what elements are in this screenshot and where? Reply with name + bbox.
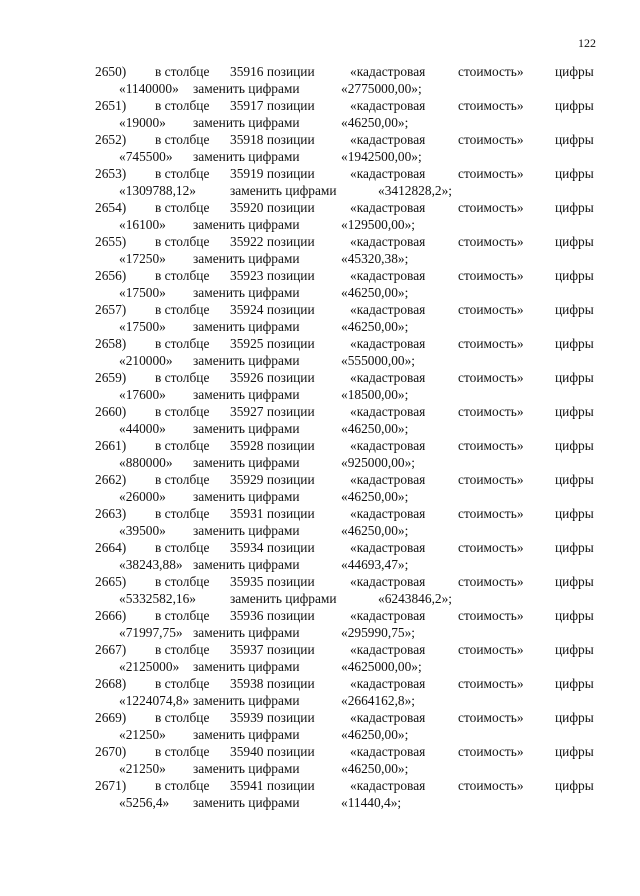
new-value: «6243846,2»; bbox=[378, 591, 453, 606]
old-value: «17250» bbox=[119, 251, 166, 266]
new-value: «11440,4»; bbox=[341, 795, 402, 810]
digits-word: цифры bbox=[555, 370, 594, 385]
field-name-part-1: «кадастровая bbox=[350, 540, 426, 555]
amendment-item bbox=[0, 131, 640, 165]
position-phrase: 35917 позиции bbox=[230, 98, 315, 113]
column-phrase: в столбце bbox=[155, 98, 210, 113]
field-name-part-2: стоимость» bbox=[458, 676, 524, 691]
replace-phrase: заменить цифрами bbox=[193, 387, 300, 402]
digits-word: цифры bbox=[555, 132, 594, 147]
old-value: «17500» bbox=[119, 285, 166, 300]
field-name-part-1: «кадастровая bbox=[350, 302, 426, 317]
position-phrase: 35937 позиции bbox=[230, 642, 315, 657]
replace-phrase: заменить цифрами bbox=[193, 727, 300, 742]
field-name-part-2: стоимость» bbox=[458, 336, 524, 351]
item-number: 2658) bbox=[95, 336, 127, 351]
column-phrase: в столбце bbox=[155, 778, 210, 793]
field-name-part-2: стоимость» bbox=[458, 778, 524, 793]
item-number: 2659) bbox=[95, 370, 127, 385]
position-phrase: 35927 позиции bbox=[230, 404, 315, 419]
column-phrase: в столбце bbox=[155, 370, 210, 385]
column-phrase: в столбце bbox=[155, 302, 210, 317]
old-value: «1140000» bbox=[119, 81, 179, 96]
column-phrase: в столбце bbox=[155, 608, 210, 623]
field-name-part-2: стоимость» bbox=[458, 540, 524, 555]
field-name-part-1: «кадастровая bbox=[350, 608, 426, 623]
amendment-item bbox=[0, 267, 640, 301]
item-number: 2657) bbox=[95, 302, 127, 317]
column-phrase: в столбце bbox=[155, 132, 210, 147]
column-phrase: в столбце bbox=[155, 336, 210, 351]
column-phrase: в столбце bbox=[155, 744, 210, 759]
new-value: «3412828,2»; bbox=[378, 183, 453, 198]
digits-word: цифры bbox=[555, 268, 594, 283]
column-phrase: в столбце bbox=[155, 676, 210, 691]
position-phrase: 35939 позиции bbox=[230, 710, 315, 725]
old-value: «39500» bbox=[119, 523, 166, 538]
replace-phrase: заменить цифрами bbox=[193, 251, 300, 266]
field-name-part-2: стоимость» bbox=[458, 506, 524, 521]
amendment-item bbox=[0, 199, 640, 233]
replace-phrase: заменить цифрами bbox=[193, 455, 300, 470]
old-value: «745500» bbox=[119, 149, 173, 164]
replace-phrase: заменить цифрами bbox=[193, 625, 300, 640]
field-name-part-1: «кадастровая bbox=[350, 64, 426, 79]
field-name-part-2: стоимость» bbox=[458, 404, 524, 419]
replace-phrase: заменить цифрами bbox=[193, 319, 300, 334]
old-value: «19000» bbox=[119, 115, 166, 130]
digits-word: цифры bbox=[555, 506, 594, 521]
replace-phrase: заменить цифрами bbox=[193, 693, 300, 708]
amendment-item bbox=[0, 539, 640, 573]
position-phrase: 35935 позиции bbox=[230, 574, 315, 589]
column-phrase: в столбце bbox=[155, 710, 210, 725]
field-name-part-2: стоимость» bbox=[458, 744, 524, 759]
replace-phrase: заменить цифрами bbox=[193, 761, 300, 776]
digits-word: цифры bbox=[555, 540, 594, 555]
amendment-item bbox=[0, 301, 640, 335]
item-number: 2660) bbox=[95, 404, 127, 419]
old-value: «1224074,8» bbox=[119, 693, 190, 708]
digits-word: цифры bbox=[555, 438, 594, 453]
digits-word: цифры bbox=[555, 64, 594, 79]
field-name-part-1: «кадастровая bbox=[350, 132, 426, 147]
old-value: «16100» bbox=[119, 217, 166, 232]
column-phrase: в столбце bbox=[155, 404, 210, 419]
position-phrase: 35922 позиции bbox=[230, 234, 315, 249]
field-name-part-2: стоимость» bbox=[458, 234, 524, 249]
field-name-part-2: стоимость» bbox=[458, 710, 524, 725]
item-number: 2668) bbox=[95, 676, 127, 691]
replace-phrase: заменить цифрами bbox=[193, 659, 300, 674]
field-name-part-1: «кадастровая bbox=[350, 642, 426, 657]
field-name-part-1: «кадастровая bbox=[350, 506, 426, 521]
field-name-part-1: «кадастровая bbox=[350, 336, 426, 351]
field-name-part-1: «кадастровая bbox=[350, 404, 426, 419]
column-phrase: в столбце bbox=[155, 166, 210, 181]
column-phrase: в столбце bbox=[155, 574, 210, 589]
field-name-part-2: стоимость» bbox=[458, 132, 524, 147]
digits-word: цифры bbox=[555, 778, 594, 793]
amendment-item bbox=[0, 641, 640, 675]
field-name-part-2: стоимость» bbox=[458, 642, 524, 657]
field-name-part-2: стоимость» bbox=[458, 166, 524, 181]
old-value: «5332582,16» bbox=[119, 591, 196, 606]
column-phrase: в столбце bbox=[155, 200, 210, 215]
new-value: «46250,00»; bbox=[341, 489, 409, 504]
digits-word: цифры bbox=[555, 472, 594, 487]
column-phrase: в столбце bbox=[155, 438, 210, 453]
replace-phrase: заменить цифрами bbox=[193, 81, 300, 96]
position-phrase: 35923 позиции bbox=[230, 268, 315, 283]
amendment-item bbox=[0, 675, 640, 709]
position-phrase: 35919 позиции bbox=[230, 166, 315, 181]
amendment-list bbox=[0, 63, 640, 811]
new-value: «18500,00»; bbox=[341, 387, 409, 402]
position-phrase: 35928 позиции bbox=[230, 438, 315, 453]
replace-phrase: заменить цифрами bbox=[193, 421, 300, 436]
field-name-part-2: стоимость» bbox=[458, 574, 524, 589]
field-name-part-2: стоимость» bbox=[458, 370, 524, 385]
item-number: 2671) bbox=[95, 778, 127, 793]
old-value: «17600» bbox=[119, 387, 166, 402]
replace-phrase: заменить цифрами bbox=[193, 557, 300, 572]
replace-phrase: заменить цифрами bbox=[230, 591, 337, 606]
field-name-part-1: «кадастровая bbox=[350, 744, 426, 759]
position-phrase: 35931 позиции bbox=[230, 506, 315, 521]
field-name-part-2: стоимость» bbox=[458, 200, 524, 215]
field-name-part-2: стоимость» bbox=[458, 268, 524, 283]
new-value: «925000,00»; bbox=[341, 455, 416, 470]
new-value: «129500,00»; bbox=[341, 217, 416, 232]
item-number: 2661) bbox=[95, 438, 127, 453]
amendment-item bbox=[0, 743, 640, 777]
new-value: «46250,00»; bbox=[341, 285, 409, 300]
replace-phrase: заменить цифрами bbox=[193, 285, 300, 300]
field-name-part-2: стоимость» bbox=[458, 98, 524, 113]
item-number: 2666) bbox=[95, 608, 127, 623]
field-name-part-1: «кадастровая bbox=[350, 166, 426, 181]
amendment-item bbox=[0, 573, 640, 607]
field-name-part-1: «кадастровая bbox=[350, 710, 426, 725]
replace-phrase: заменить цифрами bbox=[193, 795, 300, 810]
field-name-part-1: «кадастровая bbox=[350, 370, 426, 385]
new-value: «2775000,00»; bbox=[341, 81, 422, 96]
item-number: 2651) bbox=[95, 98, 127, 113]
digits-word: цифры bbox=[555, 608, 594, 623]
old-value: «210000» bbox=[119, 353, 173, 368]
field-name-part-2: стоимость» bbox=[458, 438, 524, 453]
amendment-item bbox=[0, 505, 640, 539]
amendment-item bbox=[0, 63, 640, 97]
field-name-part-1: «кадастровая bbox=[350, 574, 426, 589]
amendment-item bbox=[0, 471, 640, 505]
item-number: 2670) bbox=[95, 744, 127, 759]
field-name-part-1: «кадастровая bbox=[350, 472, 426, 487]
item-number: 2650) bbox=[95, 64, 127, 79]
amendment-item bbox=[0, 403, 640, 437]
new-value: «295990,75»; bbox=[341, 625, 416, 640]
item-number: 2665) bbox=[95, 574, 127, 589]
old-value: «38243,88» bbox=[119, 557, 183, 572]
item-number: 2652) bbox=[95, 132, 127, 147]
column-phrase: в столбце bbox=[155, 540, 210, 555]
field-name-part-1: «кадастровая bbox=[350, 676, 426, 691]
item-number: 2654) bbox=[95, 200, 127, 215]
position-phrase: 35926 позиции bbox=[230, 370, 315, 385]
position-phrase: 35940 позиции bbox=[230, 744, 315, 759]
amendment-item bbox=[0, 607, 640, 641]
item-number: 2662) bbox=[95, 472, 127, 487]
digits-word: цифры bbox=[555, 744, 594, 759]
digits-word: цифры bbox=[555, 166, 594, 181]
column-phrase: в столбце bbox=[155, 64, 210, 79]
item-number: 2655) bbox=[95, 234, 127, 249]
new-value: «4625000,00»; bbox=[341, 659, 422, 674]
amendment-item bbox=[0, 233, 640, 267]
field-name-part-2: стоимость» bbox=[458, 472, 524, 487]
position-phrase: 35934 позиции bbox=[230, 540, 315, 555]
item-number: 2664) bbox=[95, 540, 127, 555]
new-value: «46250,00»; bbox=[341, 421, 409, 436]
digits-word: цифры bbox=[555, 336, 594, 351]
new-value: «46250,00»; bbox=[341, 523, 409, 538]
new-value: «555000,00»; bbox=[341, 353, 416, 368]
new-value: «45320,38»; bbox=[341, 251, 409, 266]
old-value: «880000» bbox=[119, 455, 173, 470]
column-phrase: в столбце bbox=[155, 642, 210, 657]
amendment-item bbox=[0, 369, 640, 403]
old-value: «21250» bbox=[119, 761, 166, 776]
field-name-part-1: «кадастровая bbox=[350, 200, 426, 215]
column-phrase: в столбце bbox=[155, 506, 210, 521]
replace-phrase: заменить цифрами bbox=[193, 489, 300, 504]
digits-word: цифры bbox=[555, 98, 594, 113]
replace-phrase: заменить цифрами bbox=[193, 353, 300, 368]
position-phrase: 35938 позиции bbox=[230, 676, 315, 691]
page-number: 122 bbox=[578, 36, 596, 50]
amendment-item bbox=[0, 437, 640, 471]
old-value: «26000» bbox=[119, 489, 166, 504]
digits-word: цифры bbox=[555, 200, 594, 215]
position-phrase: 35920 позиции bbox=[230, 200, 315, 215]
new-value: «2664162,8»; bbox=[341, 693, 416, 708]
old-value: «44000» bbox=[119, 421, 166, 436]
column-phrase: в столбце bbox=[155, 268, 210, 283]
digits-word: цифры bbox=[555, 302, 594, 317]
amendment-item bbox=[0, 335, 640, 369]
new-value: «46250,00»; bbox=[341, 115, 409, 130]
digits-word: цифры bbox=[555, 710, 594, 725]
amendment-item bbox=[0, 777, 640, 811]
amendment-item bbox=[0, 709, 640, 743]
field-name-part-1: «кадастровая bbox=[350, 98, 426, 113]
digits-word: цифры bbox=[555, 404, 594, 419]
field-name-part-2: стоимость» bbox=[458, 64, 524, 79]
old-value: «17500» bbox=[119, 319, 166, 334]
field-name-part-1: «кадастровая bbox=[350, 438, 426, 453]
position-phrase: 35916 позиции bbox=[230, 64, 315, 79]
replace-phrase: заменить цифрами bbox=[193, 523, 300, 538]
old-value: «21250» bbox=[119, 727, 166, 742]
field-name-part-1: «кадастровая bbox=[350, 234, 426, 249]
old-value: «5256,4» bbox=[119, 795, 170, 810]
replace-phrase: заменить цифрами bbox=[230, 183, 337, 198]
column-phrase: в столбце bbox=[155, 472, 210, 487]
digits-word: цифры bbox=[555, 642, 594, 657]
replace-phrase: заменить цифрами bbox=[193, 115, 300, 130]
new-value: «46250,00»; bbox=[341, 761, 409, 776]
item-number: 2653) bbox=[95, 166, 127, 181]
item-number: 2656) bbox=[95, 268, 127, 283]
item-number: 2667) bbox=[95, 642, 127, 657]
position-phrase: 35936 позиции bbox=[230, 608, 315, 623]
digits-word: цифры bbox=[555, 574, 594, 589]
field-name-part-2: стоимость» bbox=[458, 608, 524, 623]
column-phrase: в столбце bbox=[155, 234, 210, 249]
new-value: «46250,00»; bbox=[341, 727, 409, 742]
field-name-part-1: «кадастровая bbox=[350, 778, 426, 793]
new-value: «46250,00»; bbox=[341, 319, 409, 334]
new-value: «44693,47»; bbox=[341, 557, 409, 572]
new-value: «1942500,00»; bbox=[341, 149, 422, 164]
replace-phrase: заменить цифрами bbox=[193, 217, 300, 232]
position-phrase: 35918 позиции bbox=[230, 132, 315, 147]
position-phrase: 35929 позиции bbox=[230, 472, 315, 487]
item-number: 2669) bbox=[95, 710, 127, 725]
old-value: «1309788,12» bbox=[119, 183, 196, 198]
replace-phrase: заменить цифрами bbox=[193, 149, 300, 164]
position-phrase: 35924 позиции bbox=[230, 302, 315, 317]
amendment-item bbox=[0, 165, 640, 199]
old-value: «71997,75» bbox=[119, 625, 183, 640]
amendment-item bbox=[0, 97, 640, 131]
field-name-part-1: «кадастровая bbox=[350, 268, 426, 283]
position-phrase: 35941 позиции bbox=[230, 778, 315, 793]
field-name-part-2: стоимость» bbox=[458, 302, 524, 317]
position-phrase: 35925 позиции bbox=[230, 336, 315, 351]
item-number: 2663) bbox=[95, 506, 127, 521]
old-value: «2125000» bbox=[119, 659, 180, 674]
digits-word: цифры bbox=[555, 676, 594, 691]
digits-word: цифры bbox=[555, 234, 594, 249]
